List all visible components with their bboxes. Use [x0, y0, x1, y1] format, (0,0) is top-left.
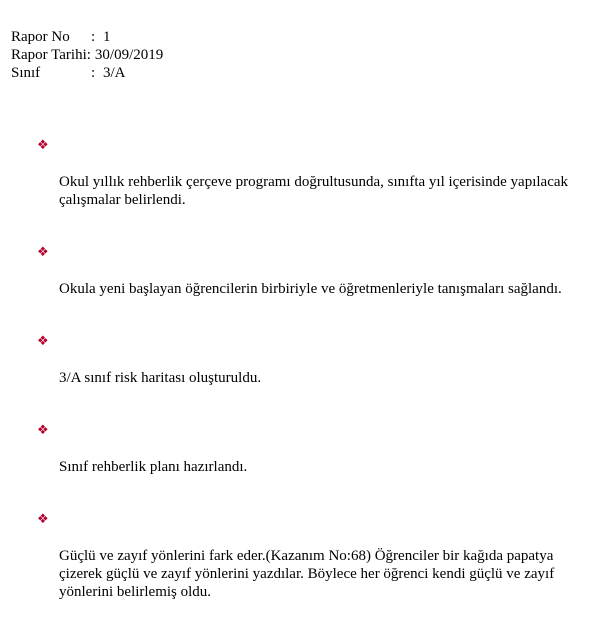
- list-item-text: Okul yıllık rehberlik çerçeve programı doğrultusunda, sınıfta yıl içerisinde yapılacak çalışmalar belirlendi.: [59, 174, 569, 208]
- diamond-bullet-icon: ❖: [37, 245, 49, 260]
- diamond-bullet-icon: ❖: [37, 512, 49, 527]
- diamond-bullet-icon: ❖: [37, 334, 49, 349]
- class-colon: :: [91, 65, 96, 81]
- class-label: Sınıf: [11, 65, 41, 81]
- list-item: [37, 333, 607, 405]
- report-number-value: 1: [103, 29, 111, 45]
- report-number-colon: :: [91, 29, 96, 45]
- diamond-bullet-icon: ❖: [37, 138, 49, 153]
- report-header: [11, 28, 163, 82]
- class-row: [11, 64, 163, 82]
- class-value: 3/A: [103, 65, 126, 81]
- report-date-value: 30/09/2019: [94, 47, 164, 63]
- list-item: [37, 244, 607, 316]
- activity-list: [37, 137, 607, 619]
- list-item: [37, 511, 607, 619]
- list-item-text: Güçlü ve zayıf yönlerini fark eder.(Kazanım No:68) Öğrenciler bir kağıda papatya çizerek güçlü ve zayıf yönlerini yazdılar. Böylece her öğrenci kendi güçlü ve zayıf yönlerini belirlemiş oldu.: [59, 548, 555, 600]
- list-item: [37, 137, 607, 227]
- list-item-text: Okula yeni başlayan öğrencilerin birbiriyle ve öğretmenleriyle tanışmaları sağlandı.: [59, 281, 562, 297]
- report-number-row: [11, 28, 163, 46]
- list-item: [37, 422, 607, 494]
- diamond-bullet-icon: ❖: [37, 423, 49, 438]
- report-date-label: Rapor Tarihi:: [11, 47, 91, 63]
- report-number-label: Rapor No: [11, 29, 70, 45]
- list-item-text: 3/A sınıf risk haritası oluşturuldu.: [59, 370, 262, 386]
- report-date-row: [11, 46, 163, 64]
- list-item-text: Sınıf rehberlik planı hazırlandı.: [59, 459, 248, 475]
